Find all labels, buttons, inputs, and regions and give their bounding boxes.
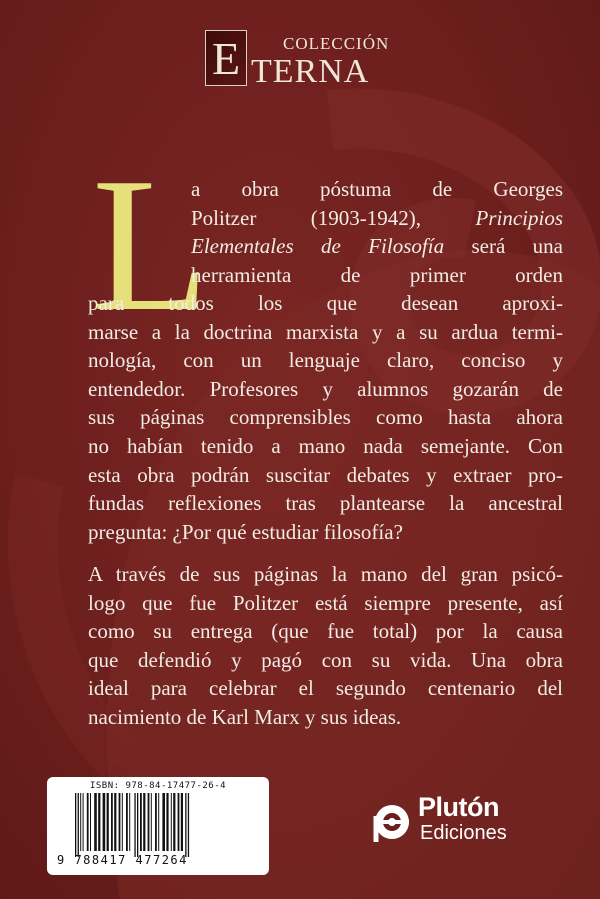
isbn-barcode <box>47 777 269 875</box>
text-line <box>191 261 563 290</box>
barcode-bars <box>73 793 259 857</box>
book-title-part: Elementales de Filosofía <box>191 234 445 259</box>
text-line: ideal para celebrar el segundo centenario del <box>88 676 563 701</box>
text-line: nología, con un lenguaje claro, conciso y <box>88 348 563 373</box>
publisher-subtitle: Ediciones <box>420 822 507 844</box>
text-run: Politzer (1903-1942), <box>191 205 476 230</box>
publisher-name: Plutón <box>418 792 499 822</box>
text-line <box>191 175 563 204</box>
text-line <box>191 204 563 233</box>
text-line: entendedor. Profesores y alumnos gozarán de <box>88 376 563 401</box>
text-line: sus páginas comprensibles como hasta ahora <box>88 405 563 430</box>
text-line: que defendió y pagó con su vida. Una obra <box>88 647 563 672</box>
text-line: logo que fue Politzer está siempre presente, así <box>88 590 563 615</box>
text-run: a obra póstuma de Georges <box>191 177 563 201</box>
book-title-part: Principios <box>475 205 563 230</box>
barcode-digits: 9 788417 477264 <box>57 853 188 867</box>
text-line: marse a la doctrina marxista y a su ardua termi- <box>88 319 563 344</box>
text-line: como su entrega (que fue total) por la causa <box>88 619 563 644</box>
synopsis-intro <box>191 175 563 289</box>
text-line <box>191 232 563 261</box>
isbn-label: ISBN: 978-84-17477-26-4 <box>89 781 227 791</box>
text-run: herramienta de primer orden <box>191 262 563 287</box>
ornamental-initial-e <box>205 30 247 86</box>
pe-monogram-icon <box>372 796 420 844</box>
text-line: para todos los que desean aproxi- <box>88 291 563 315</box>
series-logo <box>205 30 415 90</box>
text-line: esta obra podrán suscitar debates y extraer pro- <box>88 462 563 487</box>
text-line: no habían tenido a mano nada semejante. Con <box>88 433 563 458</box>
series-initial: E <box>212 33 241 84</box>
series-name: TERNA <box>251 53 370 90</box>
drop-cap: L <box>92 138 210 351</box>
text-run: será una <box>444 234 563 259</box>
synopsis-paragraph-2 <box>88 560 563 732</box>
text-line: fundas reflexiones tras plantearse la ancestral <box>88 491 563 516</box>
text-line: pregunta: ¿Por qué estudiar filosofía? <box>88 519 403 544</box>
synopsis-paragraph-1 <box>88 289 563 546</box>
series-prefix: COLECCIÓN <box>283 34 390 53</box>
text-line: A través de sus páginas la mano del gran psicó- <box>88 562 563 586</box>
text-line: nacimiento de Karl Marx y sus ideas. <box>88 704 402 729</box>
publisher-logo <box>372 790 542 850</box>
